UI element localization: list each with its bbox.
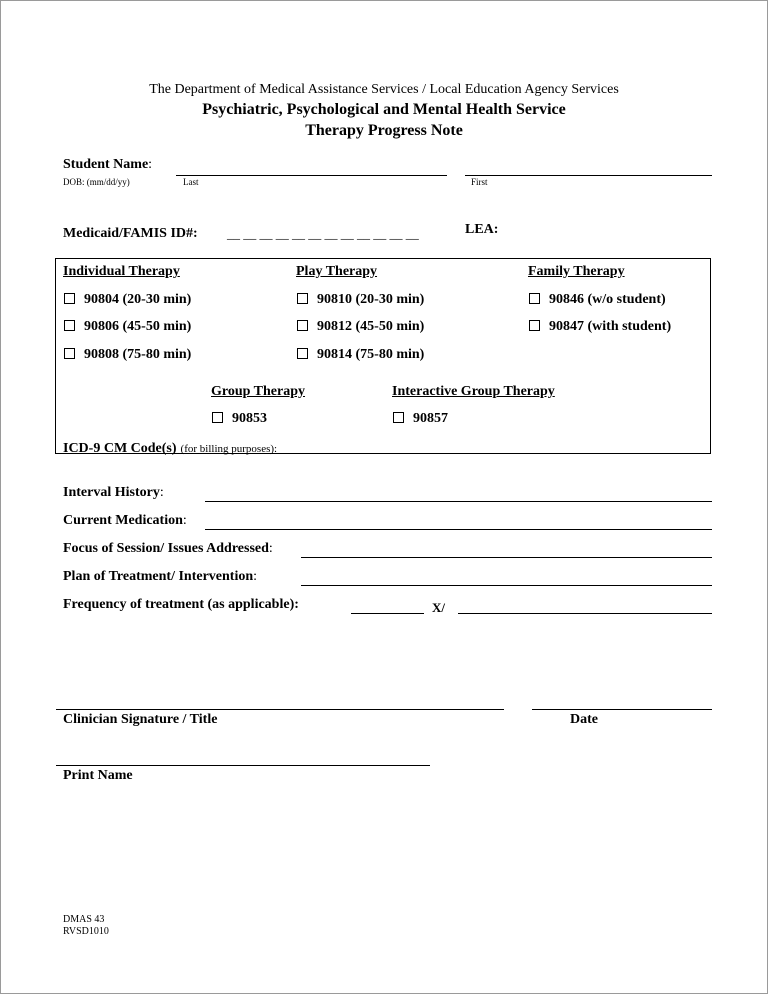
option-90814[interactable]: 90814 (75-80 min) [297, 347, 424, 363]
form-subtitle: Therapy Progress Note [305, 122, 463, 139]
frequency-period-field[interactable] [458, 613, 712, 614]
clinician-signature-label: Clinician Signature / Title [63, 712, 218, 727]
medicaid-label: Medicaid/FAMIS ID#: [63, 226, 198, 241]
current-medication-field[interactable] [205, 529, 712, 530]
checkbox-icon[interactable] [212, 412, 223, 423]
checkbox-icon[interactable] [297, 348, 308, 359]
form-number: DMAS 43 [63, 914, 105, 925]
frequency-x-label: X/ [432, 600, 445, 615]
option-90847[interactable]: 90847 (with student) [529, 319, 671, 335]
family-therapy-header: Family Therapy [528, 264, 625, 279]
option-90804[interactable]: 90804 (20-30 min) [64, 292, 191, 308]
interval-history-field[interactable] [205, 501, 712, 502]
first-name-caption: First [471, 177, 488, 187]
student-last-name-field[interactable] [176, 175, 447, 176]
dob-label: DOB: (mm/dd/yy) [63, 177, 130, 187]
checkbox-icon[interactable] [529, 320, 540, 331]
last-name-caption: Last [183, 177, 199, 187]
print-name-label: Print Name [63, 768, 133, 783]
interval-history-label: Interval History: [63, 485, 164, 500]
current-medication-label: Current Medication: [63, 513, 187, 528]
group-therapy-header: Group Therapy [211, 384, 306, 399]
checkbox-icon[interactable] [393, 412, 404, 423]
focus-of-session-field[interactable] [301, 557, 712, 558]
icd-code-label: ICD-9 CM Code(s) (for billing purposes): [63, 441, 278, 456]
student-first-name-field[interactable] [465, 175, 712, 176]
plan-of-treatment-label: Plan of Treatment/ Intervention: [63, 569, 258, 584]
checkbox-icon[interactable] [64, 320, 75, 331]
focus-of-session-label: Focus of Session/ Issues Addressed: [63, 541, 273, 556]
checkbox-icon[interactable] [64, 348, 75, 359]
option-90806[interactable]: 90806 (45-50 min) [64, 319, 191, 335]
revision-code: RVSD1010 [63, 926, 109, 937]
lea-label: LEA: [465, 222, 499, 237]
individual-therapy-header: Individual Therapy [63, 264, 180, 279]
option-90846[interactable]: 90846 (w/o student) [529, 292, 666, 308]
option-90810[interactable]: 90810 (20-30 min) [297, 292, 424, 308]
date-label: Date [570, 712, 598, 727]
department-heading: The Department of Medical Assistance Services / Local Education Agency Services [149, 82, 619, 97]
checkbox-icon[interactable] [64, 293, 75, 304]
frequency-count-field[interactable] [351, 613, 424, 614]
plan-of-treatment-field[interactable] [301, 585, 712, 586]
student-name-label: Student Name: [63, 157, 153, 172]
play-therapy-header: Play Therapy [296, 264, 378, 279]
frequency-label: Frequency of treatment (as applicable): [63, 597, 299, 612]
checkbox-icon[interactable] [297, 320, 308, 331]
medicaid-id-field[interactable]: __ __ __ __ __ __ __ __ __ __ __ __ [227, 226, 419, 241]
option-90853[interactable]: 90853 [212, 411, 267, 427]
date-field[interactable] [532, 709, 712, 710]
checkbox-icon[interactable] [529, 293, 540, 304]
interactive-group-therapy-header: Interactive Group Therapy [392, 384, 555, 399]
option-90808[interactable]: 90808 (75-80 min) [64, 347, 191, 363]
checkbox-icon[interactable] [297, 293, 308, 304]
option-90812[interactable]: 90812 (45-50 min) [297, 319, 424, 335]
print-name-field[interactable] [56, 765, 430, 766]
form-title: Psychiatric, Psychological and Mental Health Service [202, 101, 566, 118]
option-90857[interactable]: 90857 [393, 411, 448, 427]
clinician-signature-field[interactable] [56, 709, 504, 710]
